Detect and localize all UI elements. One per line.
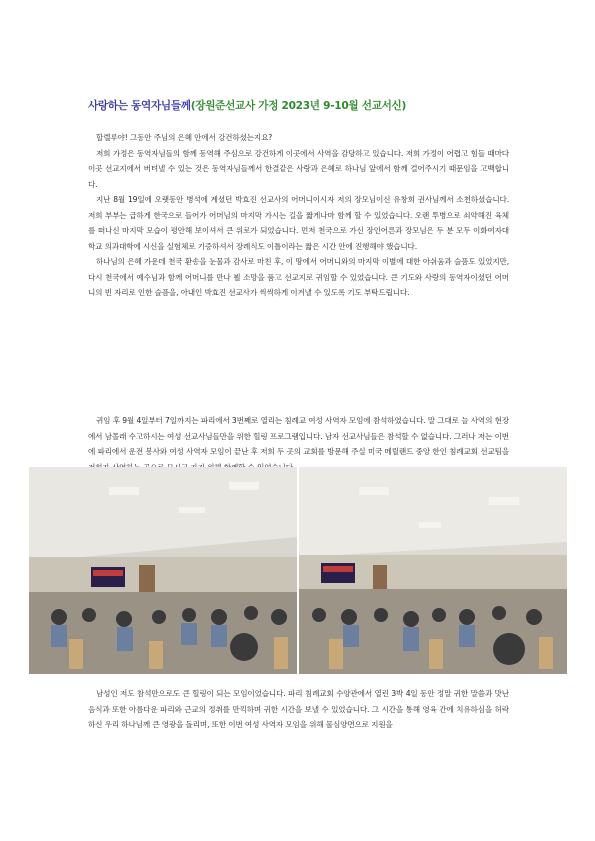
paragraph: 하나님의 은혜 가운데 천국 환송을 눈물과 감사로 마친 후, 이 땅에서 어머니와의 마지막 이별에 대한 아쉬움과 슬픔도 있었지만, 다시 천국에서 예수님과 함께 어머니를 만나 뵐 소망을 품고 선교지로 귀임할 수 있었습니다. 큰 기도와 사랑의 동역자이셨던 어머니의 빈 자리로 인한 슬픔을, 아내인 박효진 선교사가 씩씩하게 이겨낼 수 있도록 기도 부탁드립니다.: [88, 257, 509, 297]
letter-title: [88, 98, 528, 113]
meeting-room-image-icon: [299, 467, 567, 674]
photo-row: [29, 467, 567, 674]
letter-body-part2: [88, 413, 509, 475]
paragraph: 남성인 저도 참석만으로도 큰 힐링이 되는 모임이었습니다. 파리 침례교회 수양관에서 열린 3박 4일 동안 정말 귀한 말씀과 맛난 음식과 또한 아름다운 파리와 근교의 정취를 만끽하며 귀한 시간을 보낼 수 있었습니다. 그 시간을 통해 영육 간에 치유하심을 허락하신 우리 하나님께 큰 영광을 돌리며, 또한 이번 여성 사역자 모임을 위해 물심양면으로 지원을: [88, 689, 509, 729]
meeting-room-image-icon: [29, 467, 297, 674]
letter-body-part3: [88, 686, 509, 733]
title-greeting: 사랑하는 동역자님들께: [88, 100, 191, 112]
church-meeting-photo-left: [29, 467, 297, 674]
letter-body-part1: [88, 130, 509, 301]
paragraph: 저희 가정은 동역자님들의 함께 동역해 주심으로 강건하게 이곳에서 사역을 감당하고 있습니다. 저희 가정이 어렵고 힘들 때마다 이곳 선교지에서 버텨낼 수 있는 것은 동역자님들께서 한결같은 사랑과 은혜로 하나님 앞에서 함께 걸어주시기 때문임을 고백합니다.: [88, 148, 509, 189]
paragraph: 귀임 후 9월 4일부터 7일까지는 파리에서 3번째로 열리는 침례교 여성 사역자 모임에 참석하였습니다. 말 그대로 늘 사역의 현장에서 남몰래 수고하시는 여성 선교사님들만을 위한 힐링 프로그램입니다. 남자 선교사님들은 참석할 수 없습니다. 그러나 저는 이번에 파리에서 운전 봉사와 여성 사역자 모임이 끝난 후 저희 두 곳의 교회를 방문해 주실 미국 메릴랜드 중앙 한인 침례교회 선교팀을: [88, 416, 509, 456]
paragraph: 할렐루야! 그동안 주님의 은혜 안에서 강건하셨는지요?: [96, 133, 273, 142]
church-meeting-photo-right: [299, 467, 567, 674]
paragraph: 지난 8월 19일에 오랫동안 병석에 계셨던 박효진 선교사의 어머니이시자 저의 장모님이신 유창희 권사님께서 소천하셨습니다. 저희 부부는 급하게 한국으로 들어가 어머님의 마지막 가시는 길을 짧게나마 함께 할 수 있었습니다. 오랜 투병으로 쇠약해진 육체를 떠나신 마지막 모습이 평안해 보이셔서 큰 위로가 되었습니다. 먼저 천국으로 가신 장인어른과 장모님은 두 분 모두 이화여자대학교 의과대학에 시신을 실험체로 기증하셔서 장례식도 이틀이라는 짧은 시간 안에 진행해야 했습니다.: [88, 195, 509, 251]
title-subtitle: (장원준선교사 가정 2023년 9-10월 선교서신): [190, 100, 407, 112]
